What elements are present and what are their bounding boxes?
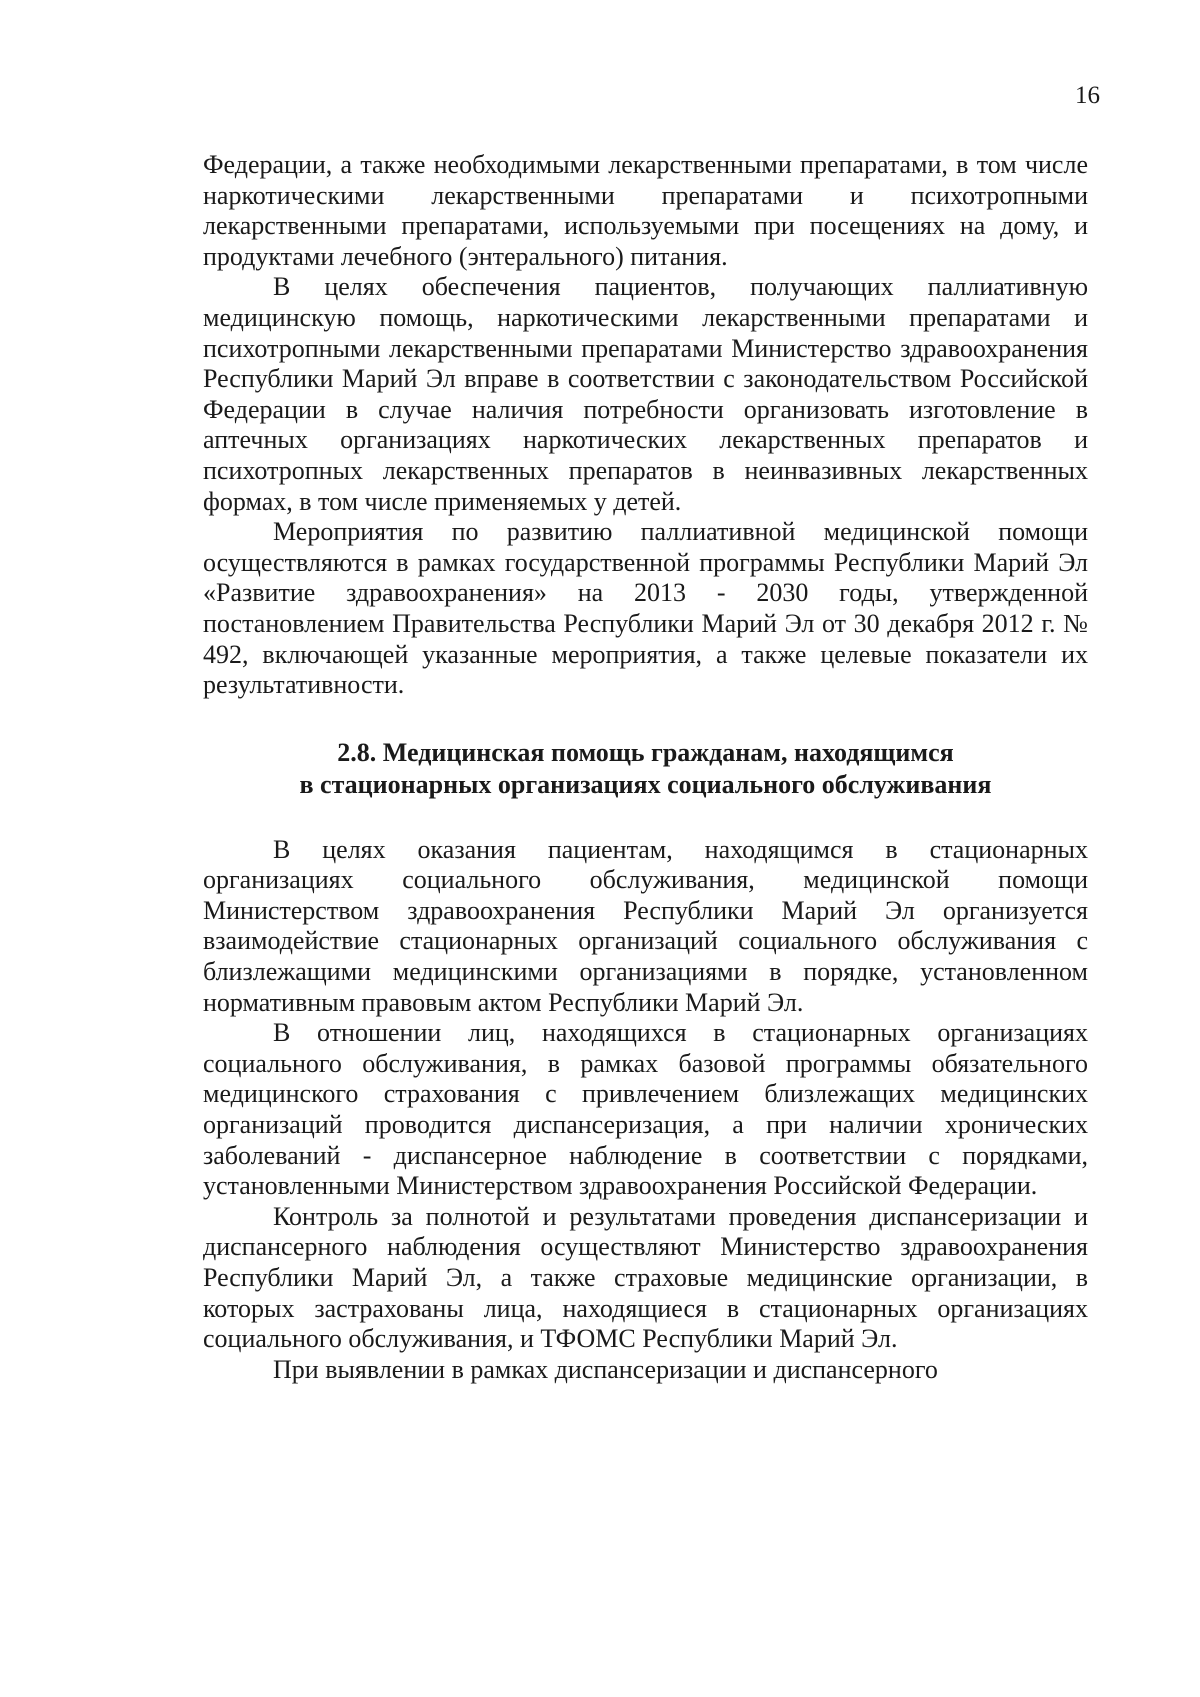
document-body [203,150,1088,1385]
section-heading [203,737,1088,801]
page-number: 16 [1075,82,1100,109]
paragraph-narcotic-supply: В целях обеспечения пациентов, получающих паллиативную медицинскую помощь, наркотическими лекарственными препаратами и психотропными лекарственными препаратами Министерство здравоохранения Республики Марий Эл вправе в соответствии с законодательством Российской Федерации в случае наличия потребности организовать изготовление в аптечных организациях наркотических лекарственных препаратов и психотропных лекарственных препаратов в неинвазивных лекарственных формах, в том числе применяемых у детей. [203,272,1088,516]
section-heading-line-2: в стационарных организациях социального обслуживания [299,769,992,799]
paragraph-detection: При выявлении в рамках диспансеризации и диспансерного [273,1354,938,1384]
paragraph-control: Контроль за полнотой и результатами проведения диспансеризации и диспансерного наблюдения осуществляют Министерство здравоохранения Республики Марий Эл, а также страховые медицинские организации, в которых застрахованы лица, находящиеся в стационарных организациях социального обслуживания, и ТФОМС Республики Марий Эл. [203,1201,1088,1354]
paragraph-social-care-interaction: В целях оказания пациентам, находящимся в стационарных организациях социального обслуживания, медицинской помощи Министерством здравоохранения Республики Марий Эл организуется взаимодействие стационарных организаций социального обслуживания с близлежащими медицинскими организациями в порядке, установленном нормативным правовым актом Республики Марий Эл. [203,834,1088,1017]
paragraph-dispensary-examination: В отношении лиц, находящихся в стационарных организациях социального обслуживания, в рамках базовой программы обязательного медицинского страхования с привлечением близлежащих медицинских организаций проводится диспансеризация, а при наличии хронических заболеваний - диспансерное наблюдение в соответствии с порядками, установленными Министерством здравоохранения Российской Федерации. [203,1018,1088,1201]
section-heading-line-1: 2.8. Медицинская помощь гражданам, находящимся [337,737,954,767]
paragraph-continuation: Федерации, а также необходимыми лекарственными препаратами, в том числе наркотическими лекарственными препаратами и психотропными лекарственными препаратами, используемыми при посещениях на дому, и продуктами лечебного (энтерального) питания. [203,150,1088,271]
paragraph-palliative-program: Мероприятия по развитию паллиативной медицинской помощи осуществляются в рамках государственной программы Республики Марий Эл «Развитие здравоохранения» на 2013 - 2030 годы, утвержденной постановлением Правительства Республики Марий Эл от 30 декабря 2012 г. № 492, включающей указанные мероприятия, а также целевые показатели их результативности. [203,517,1088,700]
